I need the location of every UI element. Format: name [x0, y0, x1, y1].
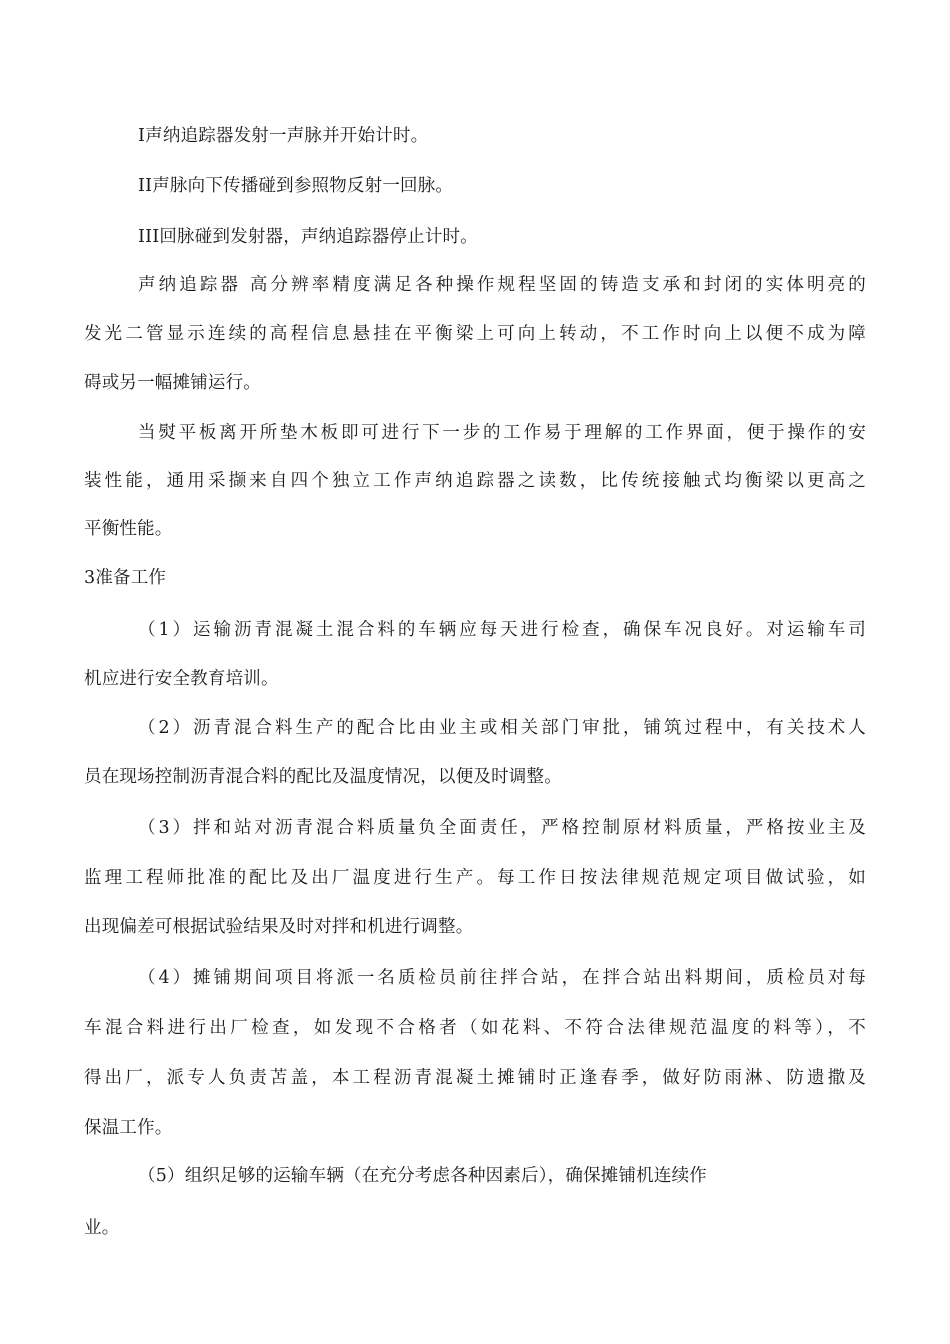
paragraph-line-14: 员在现场控制沥青混合料的配比及温度情况，以便及时调整。: [84, 767, 562, 787]
paragraph-line-4: 声纳追踪器 高分辨率精度满足各种操作规程坚固的铸造支承和封闭的实体明亮的: [138, 275, 866, 295]
paragraph-line-8: 装性能，通用采撷来自四个独立工作声纳追踪器之读数，比传统接触式均衡梁以更高之: [84, 471, 866, 491]
paragraph-line-11: （1）运输沥青混凝土混合料的车辆应每天进行检查，确保车况良好。对运输车司: [138, 620, 866, 640]
paragraph-line-23: 业。: [84, 1218, 120, 1238]
paragraph-line-20: 得出厂，派专人负责苫盖，本工程沥青混凝土摊铺时正逢春季，做好防雨淋、防遗撒及: [84, 1068, 866, 1088]
paragraph-line-21: 保温工作。: [84, 1118, 173, 1138]
paragraph-line-5: 发光二管显示连续的高程信息悬挂在平衡梁上可向上转动，不工作时向上以便不成为障: [84, 324, 866, 344]
paragraph-line-9: 平衡性能。: [84, 519, 173, 539]
paragraph-line-18: （4）摊铺期间项目将派一名质检员前往拌合站，在拌合站出料期间，质检员对每: [138, 968, 866, 988]
paragraph-line-15: （3）拌和站对沥青混合料质量负全面责任，严格控制原材料质量，严格按业主及: [138, 818, 866, 838]
paragraph-line-22: （5）组织足够的运输车辆（在充分考虑各种因素后），确保摊铺机连续作: [138, 1166, 707, 1186]
paragraph-line-7: 当熨平板离开所垫木板即可进行下一步的工作易于理解的工作界面，便于操作的安: [138, 423, 866, 443]
paragraph-line-17: 出现偏差可根据试验结果及时对拌和机进行调整。: [84, 917, 474, 937]
paragraph-line-19: 车混合料进行出厂检查，如发现不合格者（如花料、不符合法律规范温度的料等），不: [84, 1018, 866, 1038]
paragraph-line-12: 机应进行安全教育培训。: [84, 669, 279, 689]
paragraph-line-13: （2）沥青混合料生产的配合比由业主或相关部门审批，铺筑过程中，有关技术人: [138, 718, 866, 738]
paragraph-line-2: II声脉向下传播碰到参照物反射一回脉。: [138, 176, 454, 196]
paragraph-line-16: 监理工程师批准的配比及出厂温度进行生产。每工作日按法律规范规定项目做试验，如: [84, 868, 866, 888]
paragraph-line-3: III回脉碰到发射器，声纳追踪器停止计时。: [138, 227, 478, 247]
paragraph-line-6: 碍或另一幅摊铺运行。: [84, 373, 261, 393]
section-heading: 3准备工作: [84, 568, 167, 588]
paragraph-line-1: I声纳追踪器发射一声脉并开始计时。: [138, 126, 429, 146]
